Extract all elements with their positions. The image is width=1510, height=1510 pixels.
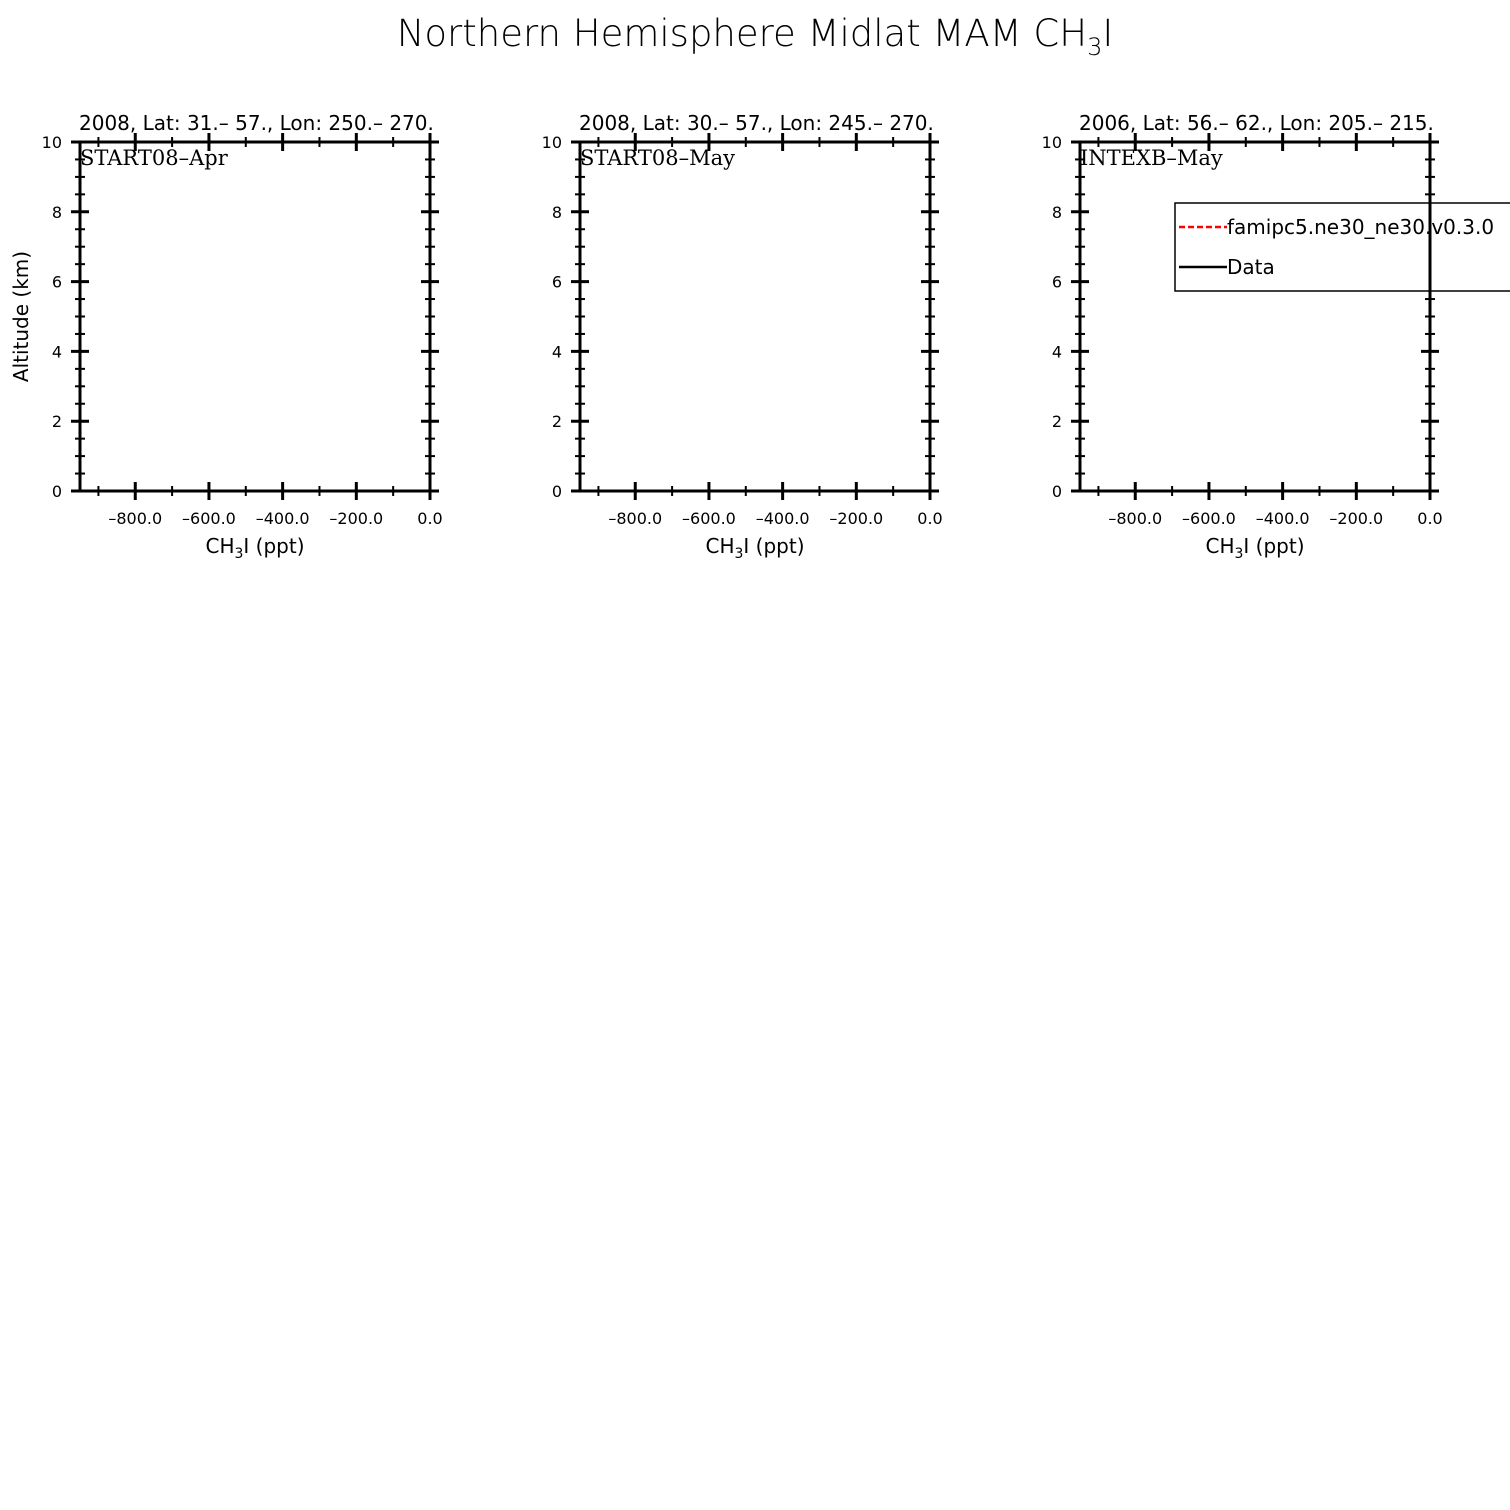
y-axis-label: Altitude (km) (9, 250, 33, 383)
y-tick-label: 10 (41, 133, 62, 152)
x-tick-label: 0.0 (417, 509, 443, 528)
y-tick-label: 0 (1051, 482, 1062, 501)
x-tick-label: –600.0 (1182, 509, 1236, 528)
legend-label: famipc5.ne30_ne30.v0.3.0 (1227, 215, 1495, 239)
chart-panel-1 (9, 111, 443, 562)
x-tick-label: –400.0 (755, 509, 810, 528)
figure-title: Northern Hemisphere Midlat MAM $CH_3I$ (396, 12, 1114, 61)
panel-title: 2006, Lat: 56.– 62., Lon: 205.– 215. (1079, 111, 1434, 135)
y-tick-label: 6 (51, 272, 62, 292)
y-tick-label: 8 (551, 202, 562, 222)
y-tick-label: 6 (551, 272, 562, 292)
x-tick-label: –600.0 (682, 509, 736, 528)
campaign-label: START08–Apr (80, 146, 228, 170)
y-tick-label: 2 (551, 412, 562, 432)
x-tick-label: 0.0 (1417, 509, 1443, 528)
legend (1175, 203, 1510, 291)
x-tick-label: –400.0 (1255, 509, 1310, 528)
plot-frame (1080, 142, 1430, 491)
y-tick-label: 0 (551, 482, 562, 501)
chart-panel-3 (1042, 111, 1510, 562)
y-tick-label: 2 (51, 412, 62, 432)
panel-title: 2008, Lat: 31.– 57., Lon: 250.– 270. (79, 111, 434, 135)
x-axis-label: $CH_3I$ (ppt) (205, 534, 305, 562)
y-tick-label: 10 (541, 133, 562, 152)
x-axis-label: $CH_3I$ (ppt) (705, 534, 805, 562)
plot-frame (580, 142, 930, 491)
x-tick-label: –600.0 (182, 509, 236, 528)
x-tick-label: –200.0 (329, 509, 384, 528)
x-tick-label: –200.0 (829, 509, 884, 528)
chart-panel-2 (542, 111, 943, 562)
panel-title: 2008, Lat: 30.– 57., Lon: 245.– 270. (579, 111, 934, 135)
y-tick-label: 4 (551, 342, 562, 362)
panels (9, 111, 1510, 562)
campaign-label: START08–May (580, 146, 735, 170)
x-axis-label: $CH_3I$ (ppt) (1205, 534, 1305, 562)
campaign-label: INTEXB–May (1080, 146, 1223, 170)
y-tick-label: 0 (51, 482, 62, 501)
y-tick-label: 6 (1051, 272, 1062, 292)
y-tick-label: 4 (51, 342, 62, 362)
y-tick-label: 2 (1051, 412, 1062, 432)
plot-frame (80, 142, 430, 491)
y-tick-label: 10 (1041, 133, 1062, 152)
x-tick-label: –200.0 (1329, 509, 1384, 528)
y-tick-label: 8 (51, 202, 62, 222)
y-tick-label: 8 (1051, 202, 1062, 222)
y-tick-label: 4 (1051, 342, 1062, 362)
x-tick-label: –800.0 (108, 509, 163, 528)
x-tick-label: –800.0 (1108, 509, 1163, 528)
x-tick-label: 0.0 (917, 509, 943, 528)
legend-label: Data (1227, 255, 1275, 279)
x-tick-label: –800.0 (608, 509, 663, 528)
x-tick-label: –400.0 (255, 509, 310, 528)
